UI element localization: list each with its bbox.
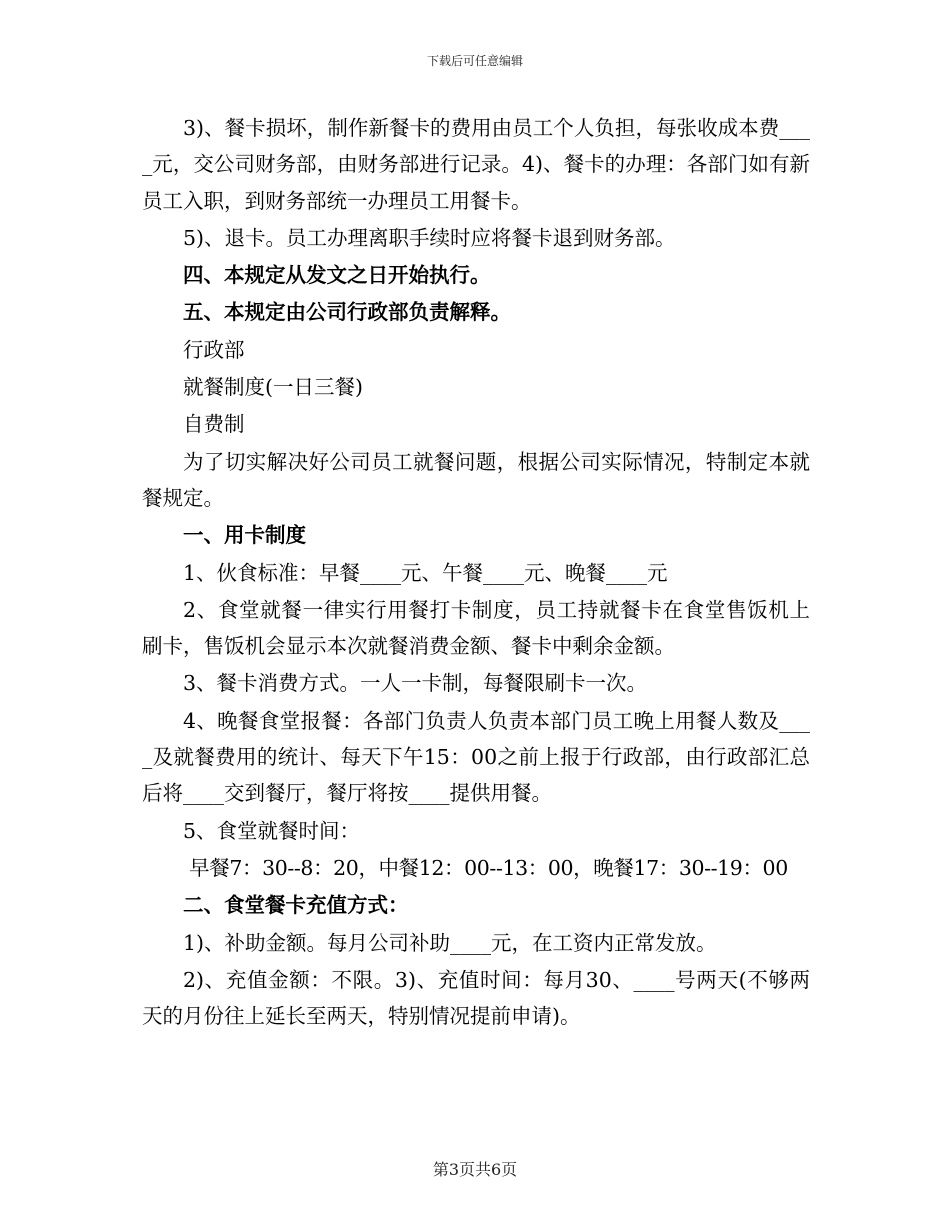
- paragraph-meal-time-label: 5、食堂就餐时间：: [183, 818, 361, 843]
- document-body: [142, 110, 810, 1035]
- document-subtitle: 自费制: [183, 412, 245, 437]
- section-heading-2: 二、食堂餐卡充值方式：: [183, 893, 409, 918]
- page-header: 下载后可任意编辑: [426, 54, 523, 68]
- section-heading-4: 四、本规定从发文之日开始执行。: [183, 263, 491, 288]
- section-heading-1: 一、用卡制度: [183, 523, 306, 548]
- paragraph-meal-times: 早餐7：30--8：20，中餐12：00--13：00，晚餐17：30--19：00: [189, 855, 788, 880]
- paragraph-intro: 为了切实解决好公司员工就餐问题，根据公司实际情况，特制定本就餐规定。: [142, 449, 810, 510]
- document-title: 就餐制度(一日三餐): [183, 375, 363, 400]
- paragraph-card-damage: 3)、餐卡损坏，制作新餐卡的费用由员工个人负担，每张收成本费____元，交公司财务部，由财务部进行记录。4)、餐卡的办理：各部门如有新员工入职，到财务部统一办理员工用餐卡。: [142, 116, 810, 213]
- page-number: 第3页共6页: [432, 1160, 518, 1179]
- paragraph-card-system: 2、食堂就餐一律实行用餐打卡制度，员工持就餐卡在食堂售饭机上刷卡，售饭机会显示本次就餐消费金额、餐卡中剩余金额。: [142, 597, 810, 659]
- paragraph-recharge: 2)、充值金额：不限。3)、充值时间：每月30、____号两天(不够两天的月份往上延长至两天，特别情况提前申请)。: [142, 967, 810, 1029]
- paragraph-meal-standard: 1、伙食标准：早餐____元、午餐____元、晚餐____元: [183, 560, 668, 585]
- paragraph-subsidy: 1)、补助金额。每月公司补助____元，在工资内正常发放。: [183, 930, 717, 955]
- department-line: 行政部: [183, 337, 245, 362]
- paragraph-dinner-report: 4、晚餐食堂报餐：各部门负责人负责本部门员工晚上用餐人数及____及就餐费用的统计、每天下午15：00之前上报于行政部，由行政部汇总后将____交到餐厅，餐厅将按____提供用餐。: [142, 708, 810, 806]
- paragraph-card-return: 5)、退卡。员工办理离职手续时应将餐卡退到财务部。: [183, 225, 676, 250]
- paragraph-card-usage: 3、餐卡消费方式。一人一卡制，每餐限刷卡一次。: [183, 671, 648, 696]
- section-heading-5: 五、本规定由公司行政部负责解释。: [183, 300, 511, 325]
